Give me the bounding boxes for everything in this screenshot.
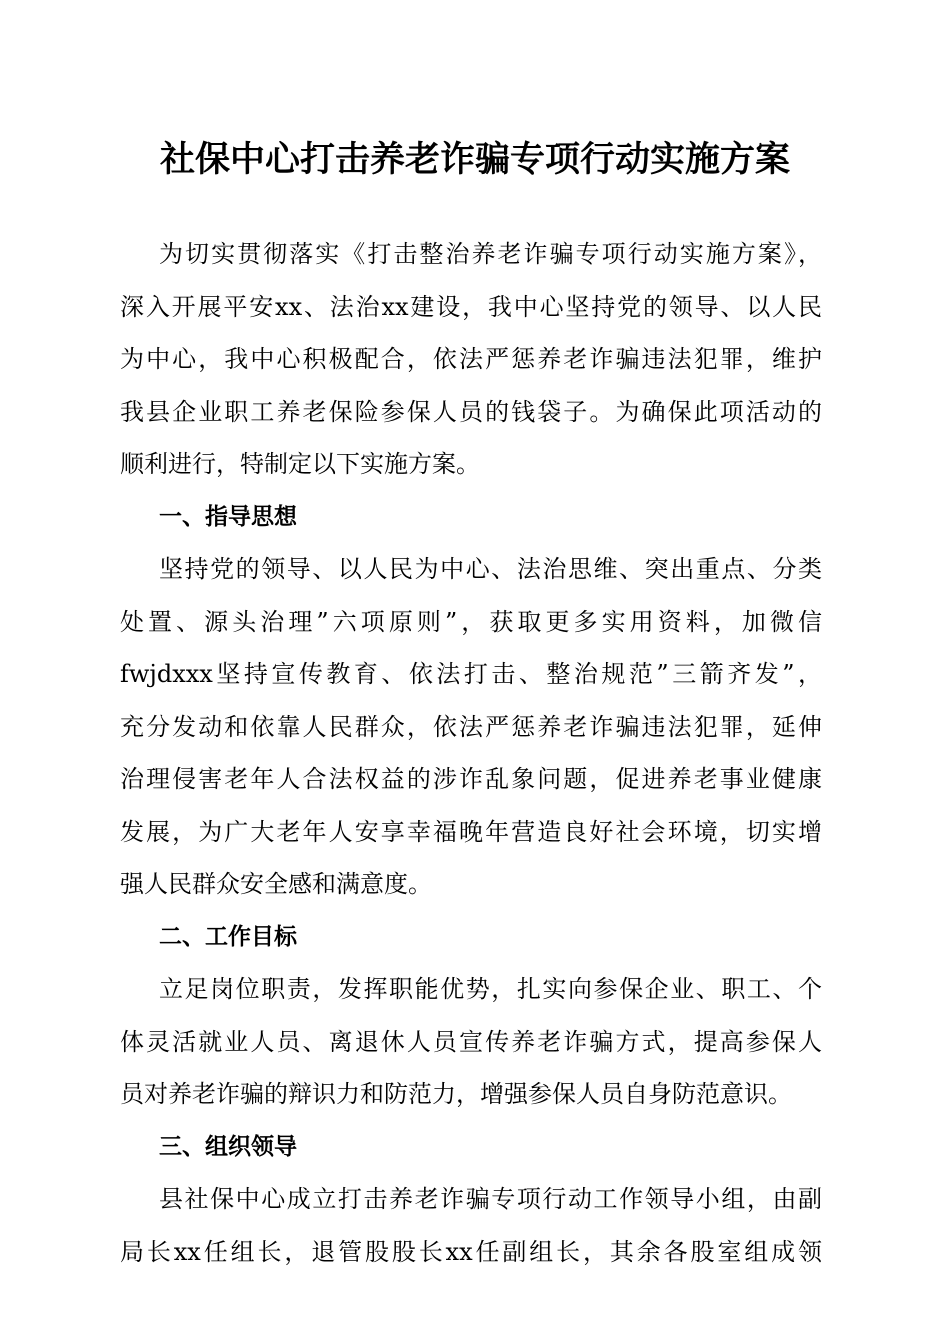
intro-line: 顺利进行，特制定以下实施方案。 (120, 450, 480, 478)
section2-line: 员对养老诈骗的辩识力和防范力，增强参保人员自身防范意识。 (120, 1080, 792, 1108)
section2-line: 立足岗位职责，发挥职能优势，扎实向参保企业、职工、个 (159, 975, 822, 1003)
section-heading-guiding-ideology: 一、指导思想 (159, 503, 297, 530)
intro-line: 深入开展平安xx、法治xx建设，我中心坚持党的领导、以人民 (120, 292, 822, 321)
section1-line: 治理侵害老年人合法权益的涉诈乱象问题，促进养老事业健康 (120, 765, 822, 793)
section-heading-organization: 三、组织领导 (159, 1133, 297, 1160)
document-title: 社保中心打击养老诈骗专项行动实施方案 (159, 139, 790, 180)
section1-line: 坚持党的领导、以人民为中心、法治思维、突出重点、分类 (159, 555, 822, 583)
intro-line: 为中心，我中心积极配合，依法严惩养老诈骗违法犯罪，维护 (120, 345, 822, 373)
section1-line: 处置、源头治理”六项原则”，获取更多实用资料，加微信 (120, 607, 822, 636)
intro-line: 我县企业职工养老保险参保人员的钱袋子。为确保此项活动的 (120, 397, 822, 426)
document-body (120, 228, 822, 1278)
section3-line: 县社保中心成立打击养老诈骗专项行动工作领导小组，由副 (159, 1185, 822, 1213)
section3-line: 局长xx任组长，退管股股长xx任副组长，其余各股室组成领 (120, 1237, 822, 1266)
section1-line: fwjdxxx坚持宣传教育、依法打击、整治规范”三箭齐发”， (120, 660, 822, 688)
section1-line: 发展，为广大老年人安享幸福晚年营造良好社会环境，切实增 (120, 817, 822, 846)
intro-line: 为切实贯彻落实《打击整治养老诈骗专项行动实施方案》， (159, 240, 822, 268)
section-heading-work-goals: 二、工作目标 (159, 923, 297, 950)
section1-line: 强人民群众安全感和满意度。 (120, 870, 432, 898)
section1-line: 充分发动和依靠人民群众，依法严惩养老诈骗违法犯罪，延伸 (120, 712, 822, 741)
section2-line: 体灵活就业人员、离退休人员宣传养老诈骗方式，提高参保人 (120, 1027, 822, 1056)
